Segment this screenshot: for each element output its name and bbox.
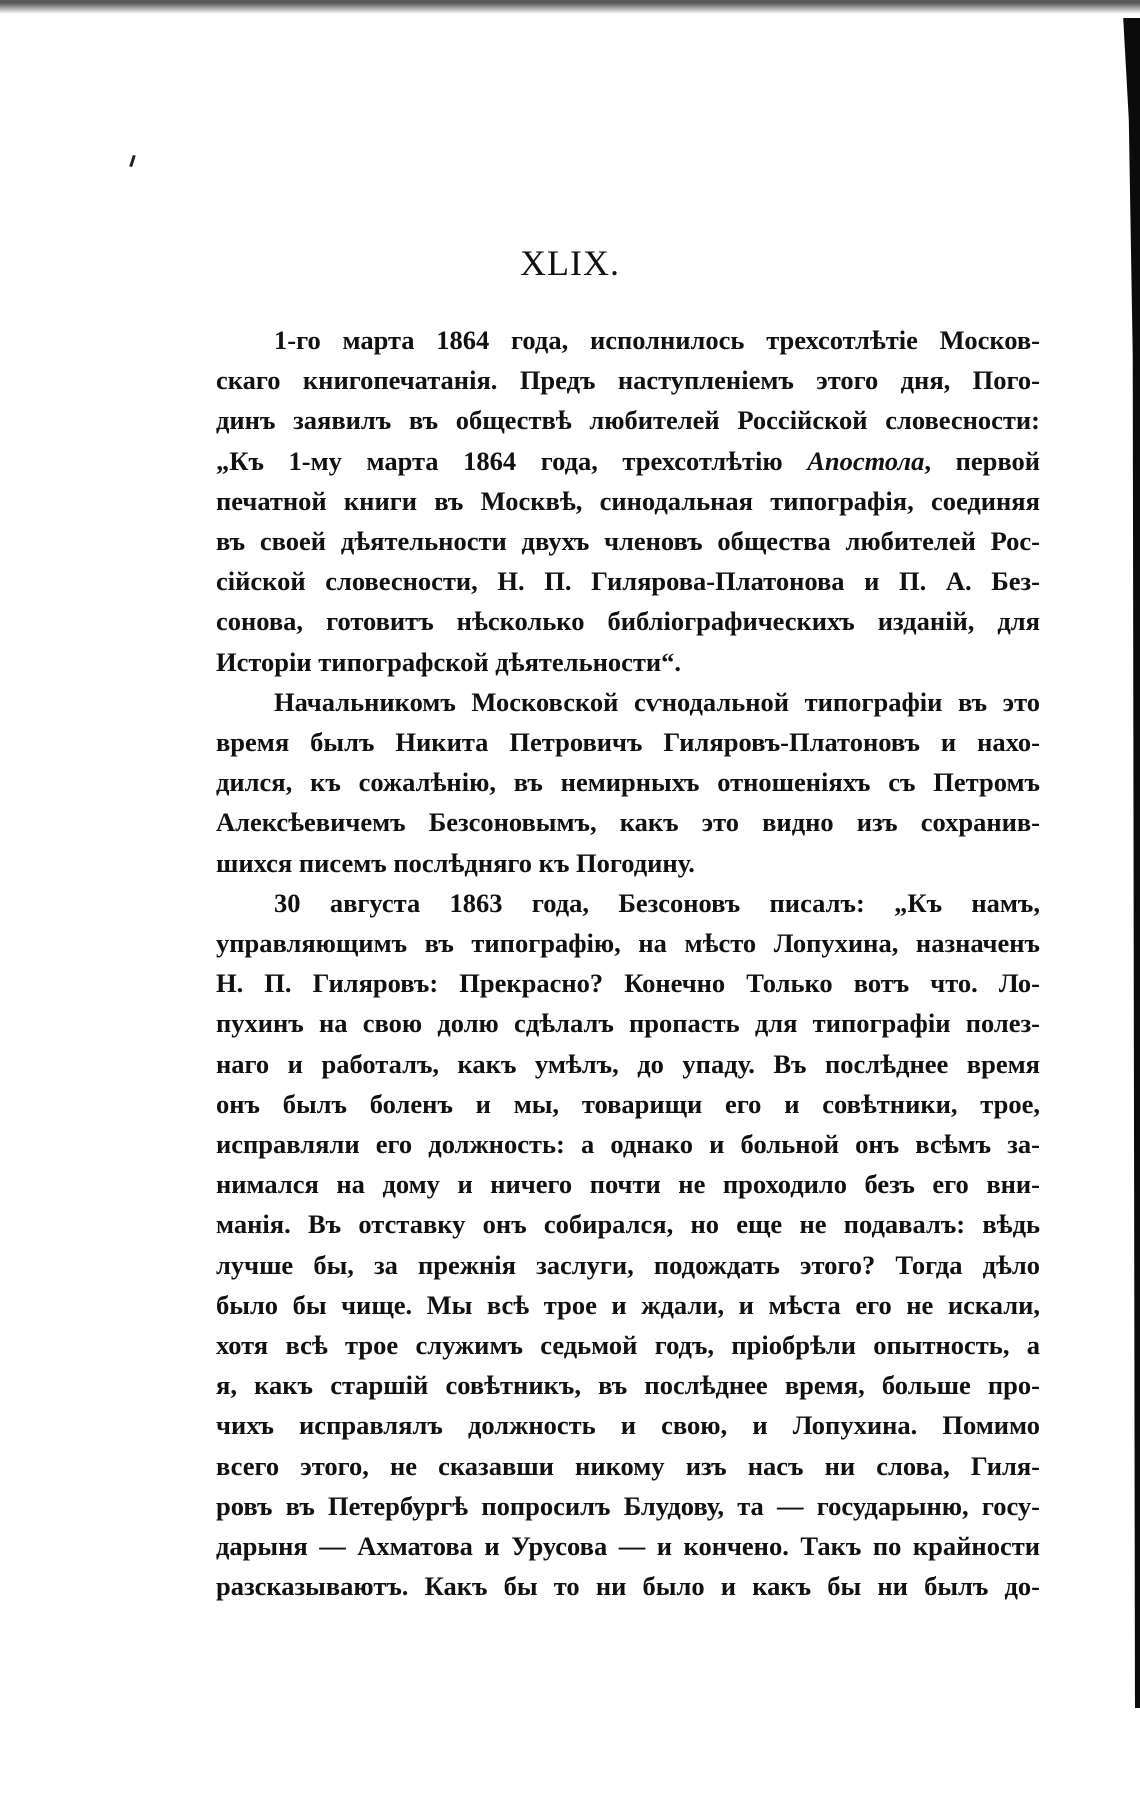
text-line: 30 августа 1863 года, Безсоновъ писалъ: „Къ намъ, bbox=[274, 887, 1040, 918]
text-line: я, какъ старшій совѣтникъ, въ послѣднее время, больше про- bbox=[216, 1370, 1040, 1401]
text-line: динъ заявилъ въ обществѣ любителей Россійской словесности: bbox=[216, 405, 1040, 436]
text-line: дарыня — Ахматова и Урусова — и кончено. Такъ по крайности bbox=[216, 1531, 1040, 1562]
text-line: сійской словесности, Н. П. Гилярова-Платонова и П. А. Без- bbox=[216, 566, 1040, 597]
text-line: шихся писемъ послѣдняго къ Погодину. bbox=[216, 847, 695, 878]
text-line: лучше бы, за прежнія заслуги, подождать этого? Тогда дѣло bbox=[216, 1249, 1040, 1280]
text-line: пухинъ на свою долю сдѣлалъ пропасть для типографіи полез- bbox=[216, 1008, 1040, 1039]
paragraph-3 bbox=[216, 883, 1040, 1607]
text-line: Алексѣевичемъ Безсоновымъ, какъ это видно изъ сохранив- bbox=[216, 807, 1040, 838]
text-line: 1-го марта 1864 года, исполнилось трехсотлѣтіе Москов- bbox=[274, 325, 1040, 355]
text-line: Начальникомъ Московской сѵнодальной типографіи въ это bbox=[274, 686, 1040, 717]
text-line-with-italic bbox=[216, 441, 1040, 481]
scan-top-edge bbox=[0, 0, 1140, 14]
text-line: въ своей дѣятельности двухъ членовъ общества любителей Рос- bbox=[216, 526, 1040, 557]
scan-speck bbox=[129, 155, 136, 167]
text-line: чихъ исправлялъ должность и свою, и Лопухина. Помимо bbox=[216, 1410, 1040, 1441]
text-line: разсказываютъ. Какъ бы то ни было и какъ бы ни былъ до- bbox=[216, 1571, 1040, 1602]
text-line: Н. П. Гиляровъ: Прекрасно? Конечно Только вотъ что. Ло- bbox=[216, 968, 1040, 999]
text-line-tail: , первой bbox=[924, 445, 1040, 476]
text-line: всего этого, не сказавши никому изъ насъ ни слова, Гиля- bbox=[216, 1450, 1040, 1481]
text-line: онъ былъ боленъ и мы, товарищи его и совѣтники, трое, bbox=[216, 1088, 1040, 1119]
italic-title: Апостола bbox=[807, 445, 925, 476]
text-line: манія. Въ отставку онъ собирался, но еще не подавалъ: вѣдь bbox=[216, 1209, 1040, 1240]
text-line: управляющимъ въ типографію, на мѣсто Лопухина, назначенъ bbox=[216, 928, 1040, 959]
body-text bbox=[216, 320, 1040, 1607]
text-line: исправляли его должность: а однако и больной онъ всѣмъ за- bbox=[216, 1129, 1040, 1160]
text-line: хотя всѣ трое служимъ седьмой годъ, пріобрѣли опытность, а bbox=[216, 1330, 1040, 1361]
text-line: печатной книги въ Москвѣ, синодальная типографія, соединяя bbox=[216, 485, 1040, 516]
text-line: было бы чище. Мы всѣ трое и ждали, и мѣста его не искали, bbox=[216, 1289, 1040, 1320]
text-line: сонова, готовитъ нѣсколько библіографическихъ изданій, для bbox=[216, 606, 1040, 637]
paragraph-2 bbox=[216, 682, 1040, 883]
text-line: нимался на дому и ничего почти не проходило безъ его вни- bbox=[216, 1169, 1040, 1200]
text-line: дился, къ сожалѣнію, въ немирныхъ отношеніяхъ съ Петромъ bbox=[216, 767, 1040, 798]
text-line: наго и работалъ, какъ умѣлъ, до упаду. Въ послѣднее время bbox=[216, 1048, 1040, 1079]
text-line-head: „Къ 1-му марта 1864 года, трехсотлѣтію bbox=[216, 445, 808, 476]
paragraph-1 bbox=[216, 320, 1040, 682]
text-line: время былъ Никита Петровичъ Гиляровъ-Платоновъ и нахо- bbox=[216, 727, 1040, 758]
text-line: Исторіи типографской дѣятельности“. bbox=[216, 646, 682, 677]
text-line: ровъ въ Петербургѣ попросилъ Блудову, та — государыню, госу- bbox=[216, 1490, 1040, 1521]
text-line: скаго книгопечатанія. Предъ наступленіемъ этого дня, Пого- bbox=[216, 365, 1040, 396]
chapter-heading: XLIX. bbox=[520, 243, 620, 283]
